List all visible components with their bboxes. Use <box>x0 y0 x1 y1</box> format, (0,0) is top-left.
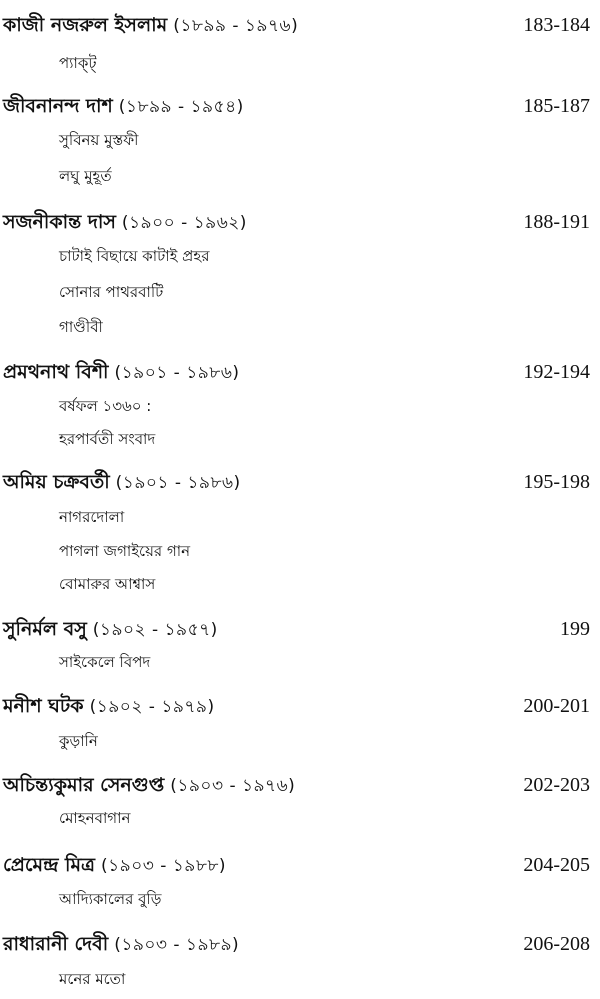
poem-title: গাণ্ডীবী <box>59 318 103 336</box>
page-range: 183-184 <box>523 14 590 36</box>
page-range: 195-198 <box>523 471 590 493</box>
author-years: (১৯০৩ - ১৯৮৮) <box>101 856 227 876</box>
author-name: কাজী নজরুল ইসলাম <box>3 14 168 36</box>
author-name: প্রমথনাথ বিশী <box>3 361 109 383</box>
poem-title: নাগরদোলা <box>59 508 125 526</box>
entry-heading <box>3 465 241 499</box>
poem-title: প্যাক্ট্ <box>59 54 97 72</box>
poem-title: কুড়ানি <box>59 732 98 750</box>
author-name: সজনীকান্ত দাস <box>3 211 116 233</box>
page-range: 204-205 <box>523 854 590 876</box>
author-years: (১৯০২ - ১৯৭৯) <box>89 697 215 717</box>
author-name: মনীশ ঘটক <box>3 695 84 717</box>
author-years: (১৯০৩ - ১৯৮৯) <box>114 935 240 955</box>
poem-title: সাইকেলে বিপদ <box>59 653 151 671</box>
poem-title: বোমারুর আশ্বাস <box>59 575 156 593</box>
page-range: 202-203 <box>523 774 590 796</box>
page-range: 185-187 <box>523 95 590 117</box>
poem-title: হরপার্বতী সংবাদ <box>59 430 156 448</box>
poem-title: পাগলা জগাইয়ের গান <box>59 542 191 560</box>
author-years: (১৯০১ - ১৯৮৬) <box>115 473 241 493</box>
entry-heading <box>3 205 247 239</box>
entry-heading <box>3 612 218 646</box>
page-range: 199 <box>560 618 590 640</box>
author-years: (১৯০৩ - ১৯৭৬) <box>170 776 296 796</box>
author-name: অমিয় চক্রবর্তী <box>3 471 110 493</box>
poem-title: আদ্যিকালের বুড়ি <box>59 890 162 908</box>
entry-heading <box>3 689 215 723</box>
poem-title: লঘু মুহূর্ত <box>59 167 112 185</box>
poem-title: বর্ষফল ১৩৬০ : <box>59 397 152 415</box>
entry-heading <box>3 927 239 961</box>
author-name: রাধারানী দেবী <box>3 933 109 955</box>
author-name: প্রেমেন্দ্র মিত্র <box>3 854 96 876</box>
author-name: জীবনানন্দ দাশ <box>3 95 113 117</box>
page-range: 206-208 <box>523 933 590 955</box>
entry-heading <box>3 355 240 389</box>
author-name: সুনির্মল বসু <box>3 618 87 640</box>
author-years: (১৯০২ - ১৯৫৭) <box>92 620 218 640</box>
page-range: 188-191 <box>523 211 590 233</box>
entry-heading <box>3 8 298 42</box>
poem-title: চাটাই বিছায়ে কাটাই প্রহর <box>59 247 210 265</box>
poem-title: মনের মতো <box>59 970 126 988</box>
entry-heading <box>3 89 244 123</box>
page-range: 200-201 <box>523 695 590 717</box>
author-years: (১৯০১ - ১৯৮৬) <box>114 363 240 383</box>
author-name: অচিন্ত্যকুমার সেনগুপ্ত <box>3 774 165 796</box>
page-range: 192-194 <box>523 361 590 383</box>
author-years: (১৮৯৯ - ১৯৭৬) <box>173 16 299 36</box>
author-years: (১৯০০ - ১৯৬২) <box>121 213 247 233</box>
author-years: (১৮৯৯ - ১৯৫৪) <box>118 97 244 117</box>
entry-heading <box>3 848 226 882</box>
entry-heading <box>3 768 295 802</box>
poem-title: সোনার পাথরবাটি <box>59 283 164 301</box>
poem-title: সুবিনয় মুস্তফী <box>59 131 139 149</box>
poem-title: মোহনবাগান <box>59 809 131 827</box>
